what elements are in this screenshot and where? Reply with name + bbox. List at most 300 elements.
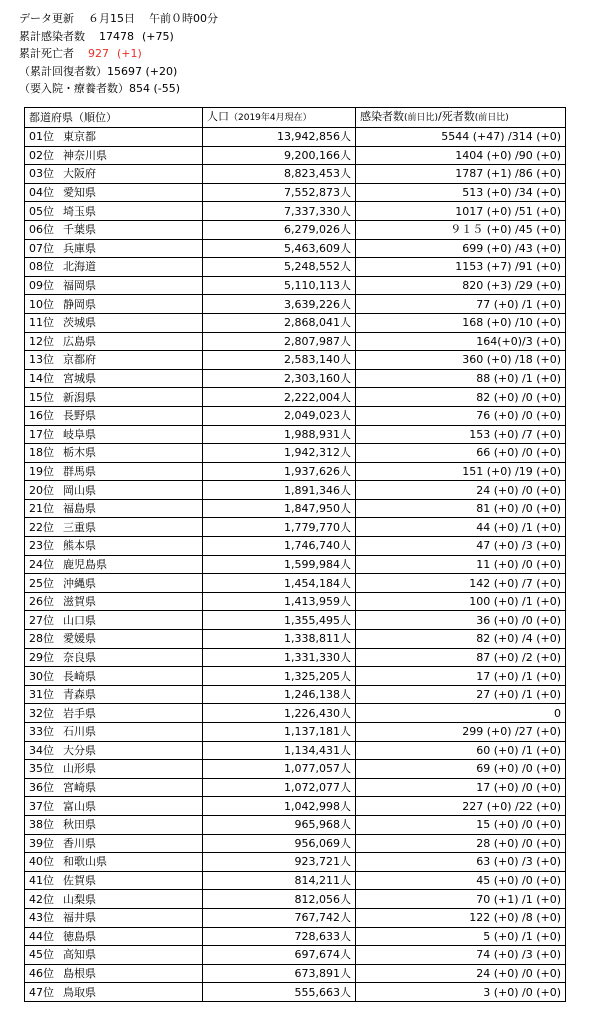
cases-cell: 151 (+0) /19 (+0)	[356, 462, 566, 481]
cases-cell: 45 (+0) /0 (+0)	[356, 871, 566, 890]
table-row	[25, 258, 566, 277]
population-cell: 923,721人	[203, 853, 356, 872]
population-cell: 1,331,330人	[203, 648, 356, 667]
population-cell: 5,463,609人	[203, 239, 356, 258]
deaths-delta: (+1)	[117, 47, 142, 60]
rank-cell	[25, 444, 203, 463]
population-cell: 1,942,312人	[203, 444, 356, 463]
prefecture-name: 青森県	[63, 688, 96, 702]
prefecture-name: 神奈川県	[63, 148, 107, 162]
table-row	[25, 537, 566, 556]
rank-cell	[25, 908, 203, 927]
population-cell: 1,226,430人	[203, 704, 356, 723]
rank-cell	[25, 146, 203, 165]
rank-label: 21位	[29, 502, 54, 516]
prefecture-name: 岩手県	[63, 706, 96, 720]
cases-cell: ９１５ (+0) /45 (+0)	[356, 220, 566, 239]
rank-label: 31位	[29, 688, 54, 702]
cases-cell: 28 (+0) /0 (+0)	[356, 834, 566, 853]
rank-label: 35位	[29, 762, 54, 776]
table-row	[25, 351, 566, 370]
table-row	[25, 462, 566, 481]
population-cell: 1,072,077人	[203, 778, 356, 797]
rank-cell	[25, 499, 203, 518]
cases-cell: 47 (+0) /3 (+0)	[356, 537, 566, 556]
population-cell: 1,779,770人	[203, 518, 356, 537]
table-row	[25, 741, 566, 760]
prefecture-name: 埼玉県	[63, 204, 96, 218]
table-row	[25, 592, 566, 611]
prefecture-name: 山形県	[63, 762, 96, 776]
table-row	[25, 220, 566, 239]
rank-label: 39位	[29, 836, 54, 850]
rank-cell	[25, 630, 203, 649]
population-cell: 728,633人	[203, 927, 356, 946]
population-cell: 2,583,140人	[203, 351, 356, 370]
prefecture-name: 奈良県	[63, 650, 96, 664]
population-cell: 1,134,431人	[203, 741, 356, 760]
table-row	[25, 481, 566, 500]
table-row	[25, 648, 566, 667]
population-cell: 1,042,998人	[203, 797, 356, 816]
rank-label: 04位	[29, 186, 54, 200]
rank-cell	[25, 183, 203, 202]
table-row	[25, 685, 566, 704]
table-row	[25, 202, 566, 221]
rank-label: 41位	[29, 874, 54, 888]
population-cell: 8,823,453人	[203, 165, 356, 184]
rank-cell	[25, 258, 203, 277]
rank-label: 25位	[29, 576, 54, 590]
rank-cell	[25, 555, 203, 574]
cases-cell: 88 (+0) /1 (+0)	[356, 369, 566, 388]
prefecture-name: 宮崎県	[63, 781, 96, 795]
table-row	[25, 890, 566, 909]
rank-label: 22位	[29, 520, 54, 534]
population-cell: 1,137,181人	[203, 723, 356, 742]
cases-cell: 3 (+0) /0 (+0)	[356, 983, 566, 1002]
prefecture-name: 茨城県	[63, 316, 96, 330]
table-row	[25, 983, 566, 1002]
prefecture-name: 北海道	[63, 260, 96, 274]
prefecture-name: 島根県	[63, 967, 96, 981]
prefecture-name: 熊本県	[63, 539, 96, 553]
rank-label: 33位	[29, 725, 54, 739]
cases-cell: 82 (+0) /4 (+0)	[356, 630, 566, 649]
rank-cell	[25, 165, 203, 184]
cases-cell: 17 (+0) /1 (+0)	[356, 667, 566, 686]
cases-cell: 17 (+0) /0 (+0)	[356, 778, 566, 797]
population-cell: 1,847,950人	[203, 499, 356, 518]
cases-cell: 699 (+0) /43 (+0)	[356, 239, 566, 258]
table-row	[25, 797, 566, 816]
rank-label: 06位	[29, 223, 54, 237]
population-cell: 814,211人	[203, 871, 356, 890]
rank-cell	[25, 983, 203, 1002]
table-row	[25, 518, 566, 537]
prefecture-name: 山口県	[63, 613, 96, 627]
update-time: 午前０時00分	[149, 12, 218, 25]
prefecture-name: 山梨県	[63, 892, 96, 906]
rank-label: 30位	[29, 669, 54, 683]
infected-line	[19, 28, 218, 46]
rank-label: 44位	[29, 929, 54, 943]
table-row	[25, 704, 566, 723]
table-header-row	[25, 108, 566, 128]
rank-cell	[25, 351, 203, 370]
cases-cell: 513 (+0) /34 (+0)	[356, 183, 566, 202]
rank-label: 47位	[29, 985, 54, 999]
rank-label: 10位	[29, 297, 54, 311]
table-row	[25, 871, 566, 890]
population-cell: 1,454,184人	[203, 574, 356, 593]
prefecture-name: 佐賀県	[63, 874, 96, 888]
prefecture-name: 福岡県	[63, 279, 96, 293]
cases-cell: 66 (+0) /0 (+0)	[356, 444, 566, 463]
rank-cell	[25, 202, 203, 221]
prefecture-name: 栃木県	[63, 446, 96, 460]
prefecture-name: 三重県	[63, 520, 96, 534]
header-cases	[356, 108, 566, 128]
rank-label: 45位	[29, 948, 54, 962]
prefecture-name: 広島県	[63, 334, 96, 348]
rank-cell	[25, 239, 203, 258]
rank-label: 15位	[29, 390, 54, 404]
header-prefecture: 都道府県（順位）	[25, 108, 203, 128]
prefecture-name: 沖縄県	[63, 576, 96, 590]
prefecture-name: 長野県	[63, 409, 96, 423]
table-row	[25, 295, 566, 314]
care-line: （要入院・療養者数）854 (-55)	[19, 82, 181, 95]
prefecture-name: 高知県	[63, 948, 96, 962]
prefecture-name: 鳥取県	[63, 985, 96, 999]
prefecture-name: 愛媛県	[63, 632, 96, 646]
rank-cell	[25, 834, 203, 853]
deaths-line	[19, 45, 218, 63]
table-row	[25, 332, 566, 351]
rank-cell	[25, 462, 203, 481]
rank-label: 13位	[29, 353, 54, 367]
population-cell: 1,891,346人	[203, 481, 356, 500]
cases-cell: 142 (+0) /7 (+0)	[356, 574, 566, 593]
table-row	[25, 964, 566, 983]
table-row	[25, 834, 566, 853]
prefecture-name: 岐阜県	[63, 427, 96, 441]
prefecture-name: 京都府	[63, 353, 96, 367]
prefecture-name: 大分県	[63, 743, 96, 757]
population-cell: 5,110,113人	[203, 276, 356, 295]
prefecture-name: 兵庫県	[63, 241, 96, 255]
prefecture-table	[24, 107, 566, 1002]
prefecture-name: 香川県	[63, 836, 96, 850]
header-cases-note: (前日比)	[404, 113, 439, 123]
table-row	[25, 388, 566, 407]
rank-cell	[25, 723, 203, 742]
population-cell: 1,413,959人	[203, 592, 356, 611]
rank-label: 18位	[29, 446, 54, 460]
cases-cell: 227 (+0) /22 (+0)	[356, 797, 566, 816]
population-cell: 965,968人	[203, 815, 356, 834]
rank-cell	[25, 853, 203, 872]
population-cell: 7,337,330人	[203, 202, 356, 221]
rank-label: 09位	[29, 279, 54, 293]
population-cell: 5,248,552人	[203, 258, 356, 277]
rank-cell	[25, 815, 203, 834]
rank-cell	[25, 276, 203, 295]
table-row	[25, 908, 566, 927]
cases-cell: 36 (+0) /0 (+0)	[356, 611, 566, 630]
table-row	[25, 815, 566, 834]
prefecture-name: 滋賀県	[63, 595, 96, 609]
population-cell: 2,868,041人	[203, 313, 356, 332]
population-cell: 1,325,205人	[203, 667, 356, 686]
cases-cell: 87 (+0) /2 (+0)	[356, 648, 566, 667]
cases-cell: 60 (+0) /1 (+0)	[356, 741, 566, 760]
rank-label: 29位	[29, 650, 54, 664]
header-population	[203, 108, 356, 128]
cases-cell: 1404 (+0) /90 (+0)	[356, 146, 566, 165]
prefecture-name: 静岡県	[63, 297, 96, 311]
cases-cell: 63 (+0) /3 (+0)	[356, 853, 566, 872]
population-cell: 13,942,856人	[203, 128, 356, 147]
table-row	[25, 667, 566, 686]
table-body	[25, 128, 566, 1002]
infected-delta: (+75)	[142, 29, 174, 43]
cases-cell: 1017 (+0) /51 (+0)	[356, 202, 566, 221]
rank-label: 26位	[29, 595, 54, 609]
recovered-line: （累計回復者数）15697 (+20)	[19, 64, 178, 78]
rank-label: 20位	[29, 483, 54, 497]
table-row	[25, 946, 566, 965]
population-cell: 1,599,984人	[203, 555, 356, 574]
rank-label: 11位	[29, 316, 54, 330]
rank-cell	[25, 685, 203, 704]
update-label: データ更新	[19, 12, 74, 25]
population-cell: 956,069人	[203, 834, 356, 853]
cases-cell: 44 (+0) /1 (+0)	[356, 518, 566, 537]
cases-cell: 24 (+0) /0 (+0)	[356, 964, 566, 983]
table-row	[25, 406, 566, 425]
population-cell: 697,674人	[203, 946, 356, 965]
rank-label: 34位	[29, 743, 54, 757]
population-cell: 673,891人	[203, 964, 356, 983]
rank-label: 07位	[29, 241, 54, 255]
rank-label: 37位	[29, 799, 54, 813]
rank-cell	[25, 741, 203, 760]
population-cell: 767,742人	[203, 908, 356, 927]
cases-cell: 15 (+0) /0 (+0)	[356, 815, 566, 834]
rank-label: 01位	[29, 130, 54, 144]
cases-cell: 820 (+3) /29 (+0)	[356, 276, 566, 295]
deaths-label: 累計死亡者	[19, 47, 74, 60]
population-cell: 1,988,931人	[203, 425, 356, 444]
rank-label: 32位	[29, 706, 54, 720]
rank-label: 40位	[29, 855, 54, 869]
rank-label: 46位	[29, 967, 54, 981]
rank-cell	[25, 518, 203, 537]
rank-cell	[25, 871, 203, 890]
rank-label: 43位	[29, 911, 54, 925]
table-row	[25, 630, 566, 649]
header-population-label: 人口	[207, 110, 229, 123]
rank-cell	[25, 388, 203, 407]
rank-label: 02位	[29, 148, 54, 162]
population-cell: 1,937,626人	[203, 462, 356, 481]
table-row	[25, 574, 566, 593]
prefecture-name: 福井県	[63, 911, 96, 925]
table-row	[25, 611, 566, 630]
prefecture-name: 秋田県	[63, 818, 96, 832]
rank-cell	[25, 406, 203, 425]
rank-cell	[25, 648, 203, 667]
prefecture-name: 石川県	[63, 725, 96, 739]
update-date: ６月15日	[88, 12, 135, 25]
prefecture-name: 大阪府	[63, 167, 96, 181]
population-cell: 812,056人	[203, 890, 356, 909]
table-row	[25, 778, 566, 797]
prefecture-name: 長崎県	[63, 669, 96, 683]
rank-cell	[25, 313, 203, 332]
rank-label: 27位	[29, 613, 54, 627]
population-cell: 6,279,026人	[203, 220, 356, 239]
cases-cell: 76 (+0) /0 (+0)	[356, 406, 566, 425]
table-row	[25, 183, 566, 202]
prefecture-name: 千葉県	[63, 223, 96, 237]
rank-cell	[25, 797, 203, 816]
prefecture-name: 宮城県	[63, 372, 96, 386]
rank-cell	[25, 890, 203, 909]
cases-cell: 81 (+0) /0 (+0)	[356, 499, 566, 518]
cases-cell: 74 (+0) /3 (+0)	[356, 946, 566, 965]
rank-cell	[25, 964, 203, 983]
prefecture-name: 群馬県	[63, 464, 96, 478]
rank-label: 24位	[29, 557, 54, 571]
rank-cell	[25, 425, 203, 444]
population-cell: 555,663人	[203, 983, 356, 1002]
cases-cell: 69 (+0) /0 (+0)	[356, 760, 566, 779]
prefecture-name: 富山県	[63, 799, 96, 813]
cases-cell: 27 (+0) /1 (+0)	[356, 685, 566, 704]
cases-cell: 77 (+0) /1 (+0)	[356, 295, 566, 314]
population-cell: 1,746,740人	[203, 537, 356, 556]
rank-label: 08位	[29, 260, 54, 274]
table-row	[25, 239, 566, 258]
rank-cell	[25, 574, 203, 593]
rank-cell	[25, 927, 203, 946]
cases-cell: 1153 (+7) /91 (+0)	[356, 258, 566, 277]
population-cell: 1,355,495人	[203, 611, 356, 630]
population-cell: 2,222,004人	[203, 388, 356, 407]
rank-label: 14位	[29, 372, 54, 386]
table-row	[25, 128, 566, 147]
header-cases-label: 感染者数	[360, 110, 404, 123]
rank-cell	[25, 704, 203, 723]
infected-value: 17478	[99, 29, 134, 43]
rank-label: 28位	[29, 632, 54, 646]
table-row	[25, 276, 566, 295]
cases-cell: 0	[356, 704, 566, 723]
rank-cell	[25, 369, 203, 388]
prefecture-name: 鹿児島県	[63, 557, 107, 571]
prefecture-name: 東京都	[63, 130, 96, 144]
rank-label: 12位	[29, 334, 54, 348]
table-row	[25, 313, 566, 332]
rank-cell	[25, 667, 203, 686]
cases-cell: 5 (+0) /1 (+0)	[356, 927, 566, 946]
rank-label: 36位	[29, 781, 54, 795]
summary-block	[19, 10, 218, 98]
cases-cell: 122 (+0) /8 (+0)	[356, 908, 566, 927]
prefecture-name: 新潟県	[63, 390, 96, 404]
rank-label: 05位	[29, 204, 54, 218]
cases-cell: 82 (+0) /0 (+0)	[356, 388, 566, 407]
prefecture-name: 福島県	[63, 502, 96, 516]
cases-cell: 168 (+0) /10 (+0)	[356, 313, 566, 332]
cases-cell: 5544 (+47) /314 (+0)	[356, 128, 566, 147]
table-row	[25, 369, 566, 388]
cases-cell: 1787 (+1) /86 (+0)	[356, 165, 566, 184]
infected-label: 累計感染者数	[19, 29, 85, 43]
population-cell: 9,200,166人	[203, 146, 356, 165]
cases-cell: 70 (+1) /1 (+0)	[356, 890, 566, 909]
update-line	[19, 10, 218, 28]
cases-cell: 153 (+0) /7 (+0)	[356, 425, 566, 444]
rank-cell	[25, 128, 203, 147]
cases-cell: 299 (+0) /27 (+0)	[356, 723, 566, 742]
header-population-note: （2019年4月現在）	[229, 113, 312, 123]
table-row	[25, 499, 566, 518]
table-row	[25, 165, 566, 184]
header-deaths-note: (前日比)	[474, 113, 509, 123]
table-row	[25, 853, 566, 872]
cases-cell: 164(+0)/3 (+0)	[356, 332, 566, 351]
rank-cell	[25, 332, 203, 351]
cases-cell: 24 (+0) /0 (+0)	[356, 481, 566, 500]
cases-cell: 100 (+0) /1 (+0)	[356, 592, 566, 611]
rank-label: 38位	[29, 818, 54, 832]
rank-cell	[25, 611, 203, 630]
population-cell: 1,246,138人	[203, 685, 356, 704]
prefecture-name: 岡山県	[63, 483, 96, 497]
header-deaths-label: /死者数	[438, 110, 475, 123]
population-cell: 2,807,987人	[203, 332, 356, 351]
table-row	[25, 425, 566, 444]
table-row	[25, 760, 566, 779]
rank-cell	[25, 481, 203, 500]
table-row	[25, 555, 566, 574]
prefecture-name: 和歌山県	[63, 855, 107, 869]
population-cell: 1,338,811人	[203, 630, 356, 649]
deaths-value: 927	[88, 47, 109, 60]
population-cell: 2,049,023人	[203, 406, 356, 425]
rank-label: 03位	[29, 167, 54, 181]
prefecture-name: 徳島県	[63, 929, 96, 943]
rank-cell	[25, 220, 203, 239]
table-row	[25, 444, 566, 463]
cases-cell: 11 (+0) /0 (+0)	[356, 555, 566, 574]
cases-cell: 360 (+0) /18 (+0)	[356, 351, 566, 370]
rank-cell	[25, 760, 203, 779]
rank-label: 19位	[29, 464, 54, 478]
rank-cell	[25, 295, 203, 314]
rank-cell	[25, 778, 203, 797]
population-cell: 7,552,873人	[203, 183, 356, 202]
population-cell: 3,639,226人	[203, 295, 356, 314]
table-row	[25, 146, 566, 165]
prefecture-name: 愛知県	[63, 186, 96, 200]
rank-label: 23位	[29, 539, 54, 553]
rank-cell	[25, 946, 203, 965]
